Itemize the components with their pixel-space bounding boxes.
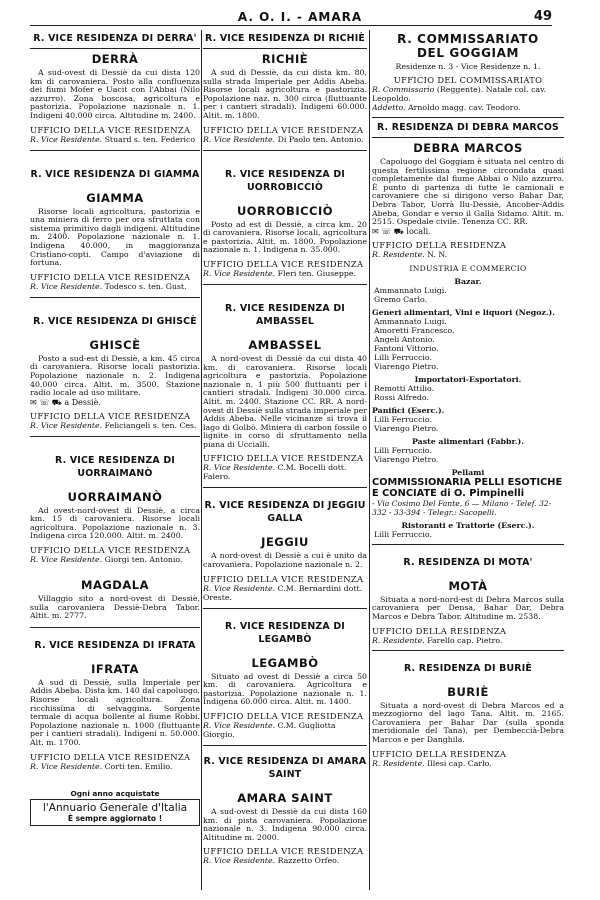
place-name: JEGGIU (261, 535, 309, 550)
place-name: LEGAMBÒ (251, 655, 319, 670)
commerce-entry: Gremo Carlo. (374, 294, 428, 304)
section-heading: R. VICE RESIDENZA DI LEGAMBÒ (225, 620, 345, 645)
place-name: BURIÈ (447, 684, 489, 699)
office-person: R. Vice Residente. Corti ten. Emilio. (30, 761, 173, 771)
section-uorraimano (30, 454, 200, 564)
place-description: Situato ad ovest di Dessiè a circa 50 km. di carovaniera. Agricoltura e pastorizia. Popolazione nazionale n. 1. Indigena 60.000 circa. Altit. m. 1400. (203, 671, 367, 707)
office-person: R. Residente. Illesi cap. Carlo. (372, 758, 492, 768)
office-title: UFFICIO DELLA VICE RESIDENZA (203, 711, 364, 722)
section-heading: R. VICE RESIDENZA DI DERRA' (33, 33, 197, 44)
office-person: R. Vice Residente. Todesco s. ten. Gust. (30, 281, 187, 291)
commerce-entry: Viarengo Pietro. (374, 423, 439, 433)
office-person: Addetto. Arnoldo magg. cav. Teodoro. (372, 103, 521, 112)
office-person: R. Vice Residente. Fleri ten. Giuseppe. (203, 268, 356, 278)
office-title: UFFICIO DELLA RESIDENZA (372, 625, 507, 636)
services-icons: ✉ ☏ ⛟ locali. (372, 226, 431, 236)
office-title: UFFICIO DELLA VICE RESIDENZA (203, 258, 364, 269)
place-name: DEBRA MARCOS (413, 141, 523, 155)
commerce-entry: Lilli Ferruccio. (374, 414, 432, 424)
section-heading: R. VICE RESIDENZA DI GIAMMA (30, 168, 200, 180)
office-person: R. Vice Residente. Giorgi ten. Antonio. (30, 555, 183, 565)
commerce-entry: Viarengo Pietro. (374, 454, 439, 464)
commerce-category: Generi alimentari, Vini e liquori (Negoz.). (372, 307, 555, 317)
section-heading: R. VICE RESIDENZA DI IFRATA (34, 639, 196, 651)
office-person: R. Vice Residente. C.M. Bernardini dott. Oreste. (203, 583, 363, 602)
place-description: Villaggio sito a nord-ovest di Dessiè, sulla carovaniera Dessiè-Debra Tabor. Altit. m. 2777. (30, 594, 200, 621)
ad-tagline: Ogni anno acquistate (70, 788, 160, 798)
commerce-entry: Ammannato Luigi. (374, 285, 447, 295)
section-burie (372, 662, 564, 768)
commerce-entry: Remotti Attilio. (374, 383, 435, 393)
section-ambassel (203, 302, 367, 482)
place-name: IFRATA (91, 661, 139, 676)
commerce-entry: Lilli Ferruccio. (374, 529, 432, 539)
office-title: UFFICIO DELLA VICE RESIDENZA (30, 124, 191, 135)
commissariato-subtitle: DEL GOGGIAM (416, 46, 520, 60)
office-title: UFFICIO DELLA VICE RESIDENZA (30, 545, 191, 556)
commissariato-title: R. COMMISSARIATO (397, 32, 539, 46)
place-description: Capoluogo del Goggiam è situata nel centro di questa fertilissima regione circondata quasi completamente dal fiume Abbai o Nilo azzurro. È punto di partenza di tutte le camionali e carovaniere che si dirigono verso Bahar Dar, Debra Tabor, Uorrà Ilu-Dessiè, Ancober-Addis Abeba, Gondar e verso il Galla Sidamo. Altit. m. 2515. Ospedale civile. Tenenza CC. RR. (372, 157, 564, 227)
commerce-entry: Angeli Antonio. (374, 334, 435, 344)
office-title: UFFICIO DELLA VICE RESIDENZA (203, 453, 364, 464)
pellami-company: COMMISSIONARIA PELLI ESOTICHE E CONCIATE di O. Pimpinelli (372, 476, 563, 499)
place-description: A sud-ovest di Dessiè da cui dista 120 km di carovaniera. Posto alla confluenza dei fiumi Mofer e Uacit con l'Abbai (Nilo azzurro). Zona boscosa, agricoltura e pastorizia. Popolazione nazionale n. 1. Indigeni 40.000 circa. Altitudine m. 2400. (30, 68, 200, 120)
office-person: R. Vice Residente. C.M. Bocelli dott. Falero. (203, 463, 347, 482)
place-name: UORRAIMANÒ (67, 489, 163, 504)
page-number: 49 (533, 9, 552, 24)
running-title: A. O. I. - AMARA (237, 10, 363, 24)
section-commissariato (372, 32, 564, 112)
office-person: R. Vice Residente. C.M. Gugliotta Giorgio. (203, 721, 336, 740)
section-commerce (372, 264, 564, 539)
place-description: A nord-ovest di Dessiè da cui dista 40 km. di carovaniera. Risorse locali agricoltura e pastorizia. Popolazione nazionale n. 1 più 500 fluttuanti per i cantieri stradali. Indigeni 30.000 circa. Altit. m. 2400. Stazione CC. RR. A nord-ovest di Dessiè sulla strada imperiale per Addis Abeba. Nelle vicinanze si trova il lago di Golbò. Miniera di carbon fossile o lignite in corso di sfruttamento nella piana di Uccialli. (203, 353, 367, 449)
place-name: GHISCÈ (89, 337, 141, 352)
commerce-category: Importatori-Esportatori. (414, 374, 522, 384)
column-left (30, 32, 200, 900)
section-giamma (30, 168, 200, 291)
office-title: UFFICIO DELLA VICE RESIDENZA (30, 410, 191, 421)
section-heading: R. VICE RESIDENZA DI JEGGIU GALLA (204, 500, 366, 525)
commerce-entry: Lilli Ferruccio. (374, 445, 432, 455)
place-name: GIAMMA (86, 190, 144, 205)
section-jeggiu (203, 499, 367, 601)
place-name: AMARA SAINT (237, 791, 333, 806)
section-heading: R. VICE RESIDENZA DI AMBASSEL (225, 302, 345, 327)
commerce-entry: Ammannato Luigi. (374, 316, 447, 326)
office-title: UFFICIO DELLA VICE RESIDENZA (203, 124, 364, 135)
commerce-category: Paste alimentari (Fabbr.). (412, 436, 524, 446)
commerce-entry: Lilli Ferruccio. (374, 352, 432, 362)
place-description: Situata a nord-nord-est di Debra Marcos sulla carovaniera per Densa, Bahar Dar, Debra Marcos e Debra Tabor. Altitudine m. 2538. (372, 594, 564, 621)
annuario-advertisement (30, 789, 200, 826)
place-description: Posto a sud-est di Dessiè, a km. 45 circa di carovaniera. Risorse locali pastorizia. Popolazione nazionale n. 2. Indigena 40.000 circa. Altit. m. 3500. Stazione radio locale ad uso militare. (30, 353, 200, 398)
section-heading: R. VICE RESIDENZA DI GHISCÈ (33, 315, 197, 327)
section-magdala (30, 578, 200, 621)
place-description: A nord-ovest di Dessiè a cui è unito da carovaniera. Popolazione nazionale n. 2. (203, 551, 367, 570)
commerce-category: Bazar. (454, 276, 482, 286)
services-icons: ✉ ☏ ⛟ a Dessiè. (30, 397, 101, 407)
place-description: A sud-ovest di Dessiè da cui dista 160 km. di pista carovaniera. Popolazione nazionale n. 3. Indigena 90.000 circa. Altitudine m. 2000. (203, 807, 367, 842)
place-name: MOTÀ (448, 578, 488, 593)
section-uorrobiccio (203, 168, 367, 278)
ad-title: l'Annuario Generale d'Italia (42, 801, 188, 814)
residences-count: Residenze n. 3 - Vice Residenze n. 1. (395, 62, 541, 71)
commerce-category: Ristoranti e Trattorie (Eserc.). (401, 520, 535, 530)
section-ifrata (30, 639, 200, 771)
office-person: R. Residente. Farello cap. Pietro. (372, 635, 503, 645)
section-ghisce (30, 315, 200, 430)
pellami-address: - Via Cosimo Del Fante, 6 — Milano - Telef. 32-332 - 33-394 - Telegr.: Sacopelli. (372, 498, 552, 517)
office-person: R. Commissario (Reggente). Natale col. cav. Leopoldo. (372, 85, 547, 103)
office-title: UFFICIO DELLA RESIDENZA (372, 748, 507, 759)
header-rule (30, 25, 552, 26)
place-name: UORROBICCIÒ (236, 203, 334, 218)
office-person: R. Vice Residente. Di Paolo ten. Antonio. (203, 134, 364, 144)
commerce-entry: Amoretti Francesco. (374, 325, 455, 335)
commerce-entry: Rossi Alfredo. (374, 392, 429, 402)
office-title: UFFICIO DELLA VICE RESIDENZA (30, 271, 191, 282)
section-heading: R. VICE RESIDENZA DI UORRAIMANÒ (55, 454, 175, 479)
place-description: Ad ovest-nord-ovest di Dessiè, a circa km. 15 di carovaniera. Risorse locali agricoltura. Popolazione nazionale n. 3. Indigena circa 120.000. Altit. m. 2400. (30, 505, 200, 541)
place-name: RICHIÈ (261, 52, 309, 66)
place-description: A sud di Dessiè, sulla Imperiale per Addis Abeba. Dista km. 140 dal capoluogo. Risorse locali agricoltura. Zona ricchissima di selvaggina. Sorgente termale di acqua bollente al fiume Robbi. Popolazione nazionale n. 1000 (fluttuante per i cantieri stradali). Indigeni n. 50.000. Alt. m. 1700. (30, 677, 200, 747)
office-person: R. Vice Residente. Razzetto Orfeo. (203, 856, 340, 866)
section-heading: R. RESIDENZA DI BURIÈ (403, 662, 533, 674)
column-middle (203, 32, 367, 900)
office-person: R. Vice Residente. Stuard s. ten. Federico (30, 134, 196, 144)
section-debra-marcos (372, 121, 564, 259)
section-derra (30, 32, 200, 144)
place-name: DERRÀ (91, 52, 139, 66)
ad-subtitle: È sempre aggiornato ! (67, 813, 163, 823)
section-richie (203, 32, 367, 144)
commerce-entry: Viarengo Pietro. (374, 361, 439, 371)
place-name: AMBASSEL (248, 337, 322, 352)
commerce-category: Panifici (Eserc.). (372, 405, 445, 415)
column-divider (369, 30, 370, 890)
office-title: UFFICIO DELLA VICE RESIDENZA (203, 573, 364, 584)
office-title: UFFICIO DELLA VICE RESIDENZA (203, 846, 364, 857)
section-amara-saint (203, 755, 367, 865)
commerce-title: INDUSTRIA E COMMERCIO (409, 263, 527, 273)
commerce-entry: Fantoni Vittorio. (374, 343, 439, 353)
section-heading: R. RESIDENZA DI DEBRA MARCOS (376, 122, 560, 133)
place-name: MAGDALA (81, 578, 149, 593)
place-description: Risorse locali agricoltura, pastorizia e una miniera di ferro per ora sfruttata con sistema primitivo dagli indigeni. Altitudine m. 2400. Popolazione nazionale n. 1. Indigena 40.000, in maggioranza Cristiano-copti. Campo d'aviazione di fortuna. (30, 206, 200, 268)
section-heading: R. RESIDENZA DI MOTA' (403, 556, 533, 568)
ad-box (30, 799, 200, 826)
column-right (372, 32, 564, 900)
office-title: UFFICIO DEL COMMISSARIATO (393, 75, 543, 85)
office-person: R. Residente. N. N. (372, 249, 448, 259)
section-legambo (203, 620, 367, 739)
section-heading: R. VICE RESIDENZA DI RICHIÈ (205, 33, 365, 44)
place-description: Posto ad est di Dessiè, a circa km. 20 di carovaniera. Risorse locali, agricoltura e pastorizia. Altit. m. 1800. Popolazione nazionale n. 1. Indigena n. 35.000. (203, 219, 367, 255)
place-description: A sud di Dessiè, da cui dista km. 80, sulla strada Imperiale per Addis Abeba. Risorse locali agricoltura e pastorizia. Popolazione naz. n. 300 circa (fluttuante per i cantieri stradali). Indigeni 60.000. Altit. m. 1800. (203, 68, 367, 120)
place-description: Situata a nord-ovest di Debra Marcos ed a mezzogiorno del lago Tana. Altit. m. 2165. Carovaniera per Bahar Dar (sulla sponda meridionale del Tana), per Dembeccià-Debra Marcos e per Danghila. (372, 700, 564, 744)
section-heading: R. VICE RESIDENZA DI UORROBICCIÒ (225, 168, 345, 193)
page-header (0, 0, 600, 26)
column-divider (201, 30, 202, 890)
section-mota (372, 556, 564, 645)
section-heading: R. VICE RESIDENZA DI AMARA SAINT (203, 756, 367, 781)
office-title: UFFICIO DELLA VICE RESIDENZA (30, 751, 191, 762)
office-person: R. Vice Residente. Feliciangeli s. ten. Ces. (30, 420, 197, 430)
commerce-category: Pellami (451, 467, 485, 477)
office-title: UFFICIO DELLA RESIDENZA (372, 239, 507, 250)
